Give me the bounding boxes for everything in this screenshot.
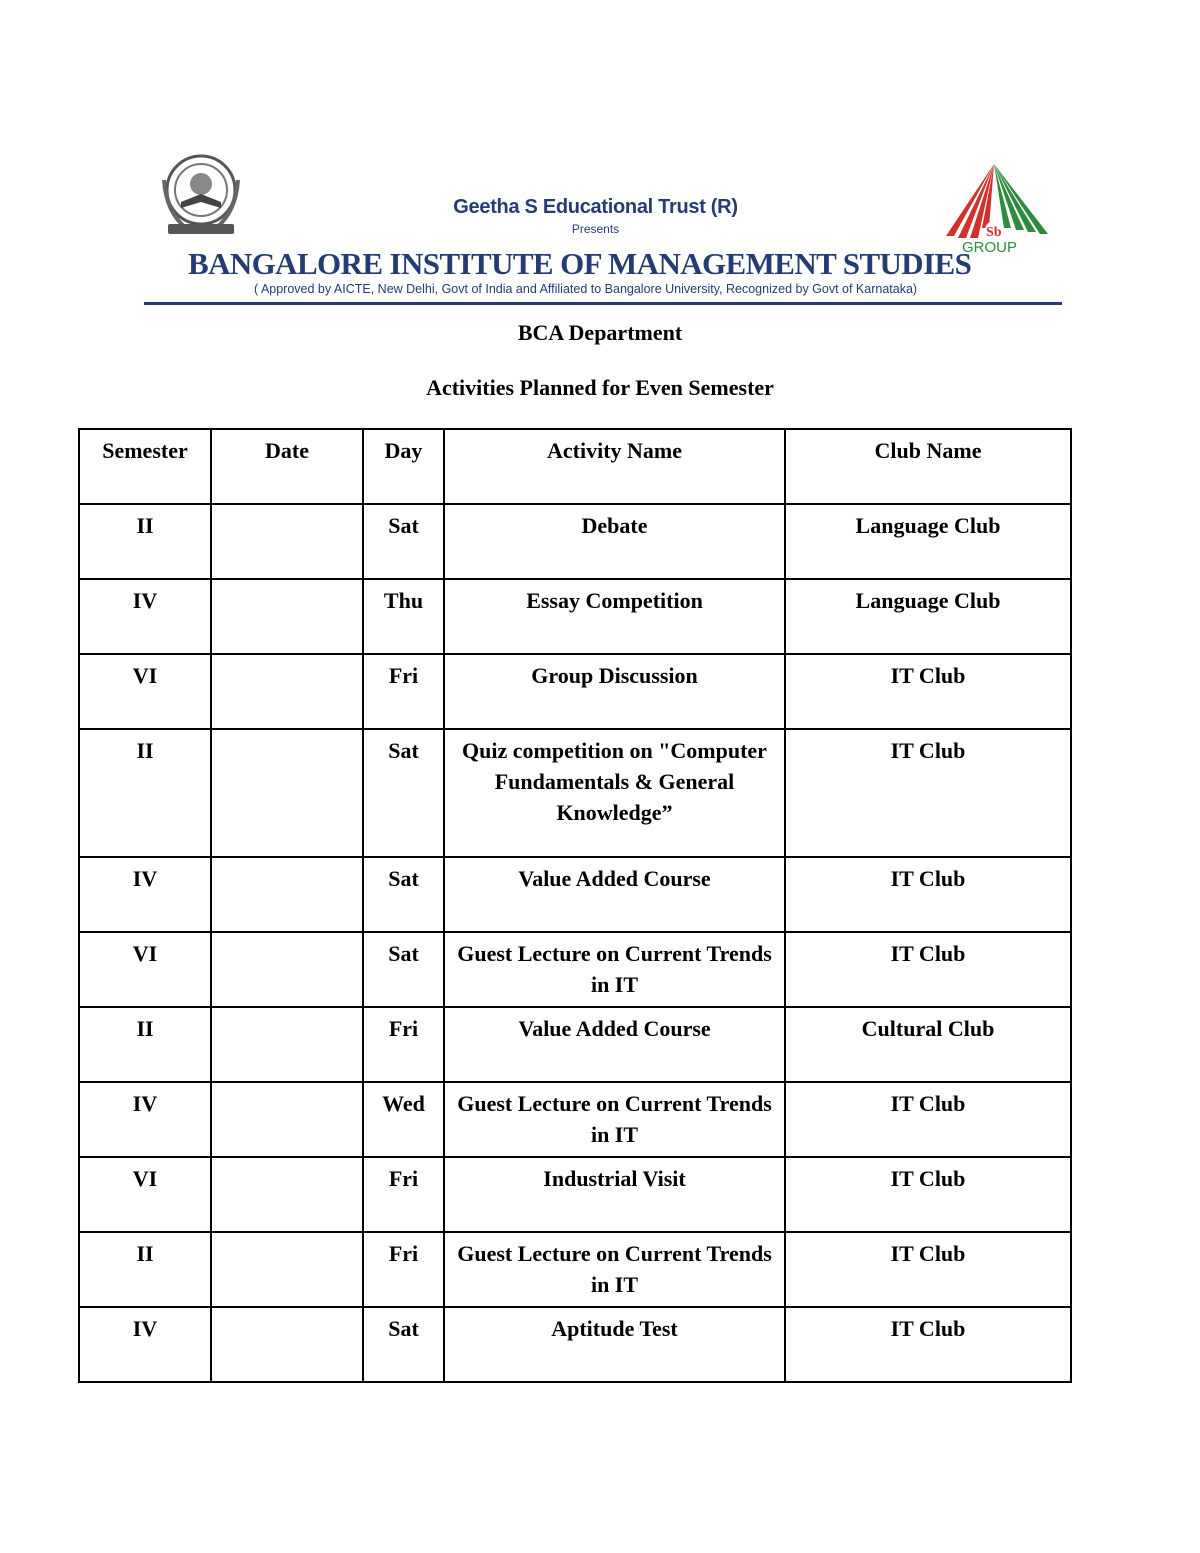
cell-day: Fri xyxy=(363,1007,444,1082)
cell-day: Sat xyxy=(363,1307,444,1382)
cell-day: Fri xyxy=(363,654,444,729)
table-row xyxy=(79,504,1071,579)
cell-activity: Value Added Course xyxy=(444,1007,785,1082)
department-title: BCA Department xyxy=(517,320,683,345)
cell-semester: IV xyxy=(79,1082,211,1157)
table-row xyxy=(79,1307,1071,1382)
cell-club: IT Club xyxy=(785,729,1071,857)
cell-day: Sat xyxy=(363,857,444,932)
cell-day: Sat xyxy=(363,932,444,1007)
cell-activity: Value Added Course xyxy=(444,857,785,932)
cell-date xyxy=(211,1232,363,1307)
cell-activity: Guest Lecture on Current Trends in IT xyxy=(444,1232,785,1307)
header-date: Date xyxy=(211,429,363,504)
cell-date xyxy=(211,729,363,857)
table-row xyxy=(79,1007,1071,1082)
cell-semester: II xyxy=(79,504,211,579)
cell-date xyxy=(211,932,363,1007)
table-row xyxy=(79,579,1071,654)
header-club: Club Name xyxy=(785,429,1071,504)
header-semester: Semester xyxy=(79,429,211,504)
table-row xyxy=(79,654,1071,729)
cell-club: IT Club xyxy=(785,857,1071,932)
cell-club: IT Club xyxy=(785,932,1071,1007)
trust-name: Geetha S Educational Trust (R) xyxy=(453,196,738,218)
cell-activity: Guest Lecture on Current Trends in IT xyxy=(444,1082,785,1157)
institute-name: BANGALORE INSTITUTE OF MANAGEMENT STUDIES xyxy=(188,246,972,281)
cell-club: IT Club xyxy=(785,654,1071,729)
cell-club: Cultural Club xyxy=(785,1007,1071,1082)
cell-day: Sat xyxy=(363,504,444,579)
cell-date xyxy=(211,654,363,729)
cell-day: Wed xyxy=(363,1082,444,1157)
table-header-row xyxy=(79,429,1071,504)
group-label: GROUP xyxy=(962,239,1018,254)
cell-semester: VI xyxy=(79,1157,211,1232)
cell-semester: VI xyxy=(79,654,211,729)
cell-day: Fri xyxy=(363,1157,444,1232)
table-row xyxy=(79,1082,1071,1157)
sb-group-logo-icon xyxy=(932,158,1054,254)
cell-day: Fri xyxy=(363,1232,444,1307)
cell-date xyxy=(211,1082,363,1157)
cell-semester: IV xyxy=(79,1307,211,1382)
cell-semester: VI xyxy=(79,932,211,1007)
cell-semester: IV xyxy=(79,857,211,932)
cell-semester: IV xyxy=(79,579,211,654)
cell-date xyxy=(211,1307,363,1382)
cell-activity: Essay Competition xyxy=(444,579,785,654)
header-divider xyxy=(144,302,1062,305)
cell-activity: Guest Lecture on Current Trends in IT xyxy=(444,932,785,1007)
table-row xyxy=(79,1232,1071,1307)
table-row xyxy=(79,729,1071,857)
cell-activity: Quiz competition on "Computer Fundamentals & General Knowledge” xyxy=(444,729,785,857)
cell-semester: II xyxy=(79,1007,211,1082)
header-day: Day xyxy=(363,429,444,504)
table-row xyxy=(79,857,1071,932)
presents-label: Presents xyxy=(571,222,620,236)
approval-note: ( Approved by AICTE, New Delhi, Govt of India and Affiliated to Bangalore University, Recognized by Govt of Karnataka) xyxy=(254,282,918,296)
svg-text:Sb: Sb xyxy=(986,225,1002,240)
page-title: Activities Planned for Even Semester xyxy=(426,375,774,400)
cell-club: Language Club xyxy=(785,579,1071,654)
cell-day: Thu xyxy=(363,579,444,654)
cell-club: IT Club xyxy=(785,1157,1071,1232)
cell-semester: II xyxy=(79,729,211,857)
cell-date xyxy=(211,857,363,932)
cell-club: Language Club xyxy=(785,504,1071,579)
table-row xyxy=(79,1157,1071,1232)
cell-club: IT Club xyxy=(785,1307,1071,1382)
cell-club: IT Club xyxy=(785,1232,1071,1307)
cell-date xyxy=(211,504,363,579)
cell-activity: Debate xyxy=(444,504,785,579)
cell-activity: Group Discussion xyxy=(444,654,785,729)
cell-day: Sat xyxy=(363,729,444,857)
cell-date xyxy=(211,579,363,654)
header-activity: Activity Name xyxy=(444,429,785,504)
cell-date xyxy=(211,1007,363,1082)
table-row xyxy=(79,932,1071,1007)
cell-club: IT Club xyxy=(785,1082,1071,1157)
activities-table xyxy=(78,428,1072,1383)
letterhead xyxy=(144,150,1062,310)
cell-date xyxy=(211,1157,363,1232)
cell-semester: II xyxy=(79,1232,211,1307)
cell-activity: Industrial Visit xyxy=(444,1157,785,1232)
cell-activity: Aptitude Test xyxy=(444,1307,785,1382)
